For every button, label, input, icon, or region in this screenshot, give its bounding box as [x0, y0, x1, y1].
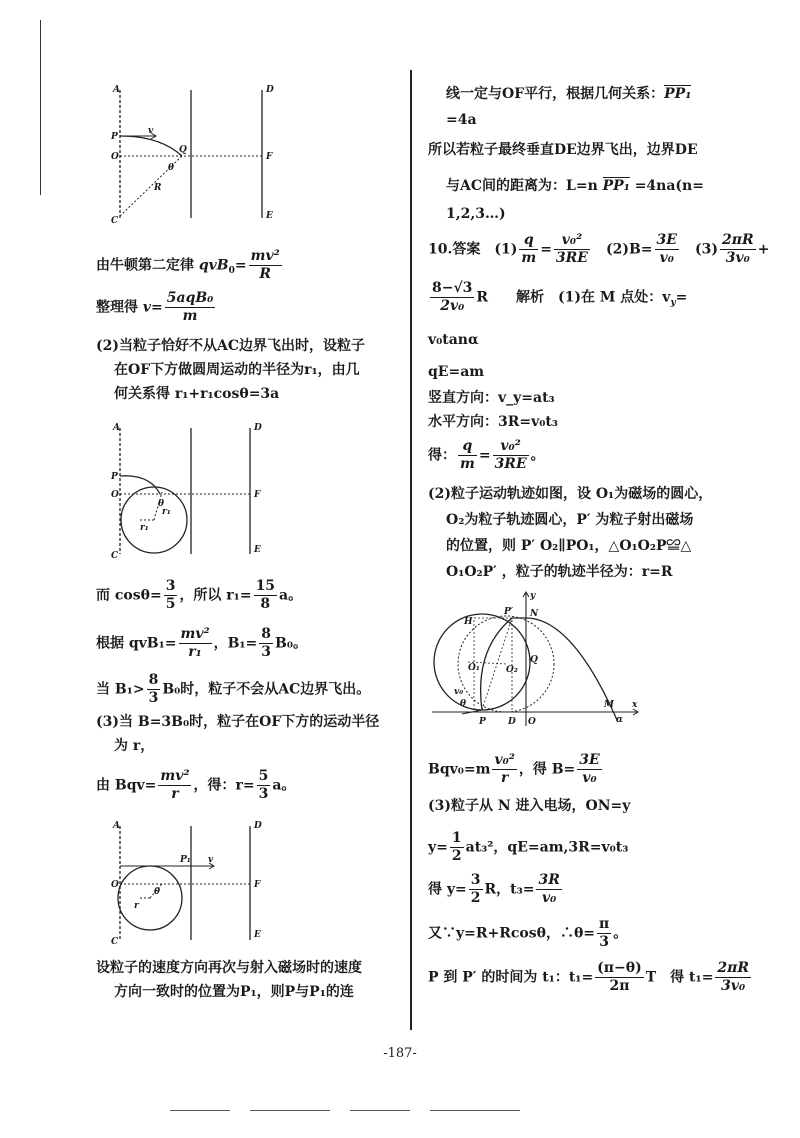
equation-t1: P 到 P′ 的时间为 t₁：t₁= $\frac{(\pi-\theta)}{2\pi}$ T 得 t₁= $\frac{2\pi R}{\text{3v₀}}$ — [428, 960, 749, 994]
text-line: 所以若粒子最终垂直DE边界飞出，边界DE — [428, 142, 698, 158]
fig4-label-d: D — [508, 717, 516, 727]
equation-speed: 整理得 v= $\frac{\text{5aqB₀}}{m}$ — [96, 290, 214, 324]
text-line: 为 r， — [114, 738, 155, 754]
fig3-label-d: D — [254, 821, 262, 831]
text-line: 竖直方向：v_y=at₃ — [428, 390, 555, 406]
fig4-label-p-prime: P′ — [504, 607, 514, 617]
text-line: (3)当 B=3B₀时，粒子在OF下方的运动半径 — [96, 714, 380, 730]
fig2-label-f: F — [254, 490, 261, 500]
margin-line — [40, 20, 41, 195]
answer-10: 10.答案 (1) $\frac{q}{m}$ = $\frac{\text{v₀²}}{3RE}$ (2)B= $\frac{3E}{\text{v₀}}$ (3) $\frac{2\pi R}{\text{3v₀}}$ + — [428, 232, 770, 266]
fig1-label-v: v — [148, 126, 154, 136]
text-line: 设粒子的速度方向再次与射入磁场时的速度 — [96, 960, 362, 976]
fig4-label-h: H — [464, 617, 473, 627]
text-line: O₁O₂P′ ，粒子的轨迹半径为：r=R — [446, 564, 673, 580]
text-line: =4a — [446, 112, 477, 128]
equation-condition: 当 B₁> $\frac{8}{3}$ B₀时，粒子不会从AC边界飞出。 — [96, 672, 371, 706]
fig1-label-f: F — [266, 152, 273, 162]
fig1-label-o: O — [111, 152, 119, 162]
fig4-label-o1: O₁ — [468, 663, 480, 673]
fig4-label-theta: θ — [460, 699, 467, 709]
fig3-label-e: E — [254, 930, 261, 940]
fig4-label-x: x — [632, 700, 638, 710]
fig3-label-theta: θ — [154, 887, 161, 897]
fig3-label-v: v — [208, 855, 214, 865]
text-line: 何关系得 r₁+r₁cosθ=3a — [114, 386, 280, 402]
text-line: 水平方向：3R=v₀t₃ — [428, 414, 558, 430]
fig3-label-r: r — [134, 901, 139, 911]
fig4-label-m: M — [604, 700, 614, 710]
equation-newton: 由牛顿第二定律 qvB$_0$= $\frac{\text{mv²}}{R}$ — [96, 248, 280, 282]
fig4-label-v0: v₀ — [454, 687, 464, 697]
fig4-label-q: Q — [530, 655, 538, 665]
figure-1-diagram — [96, 80, 286, 230]
fig3-label-a: A — [113, 821, 120, 831]
fig4-label-alpha: α — [616, 715, 623, 725]
text-line: (3)粒子从 N 进入电场，ON=y — [428, 798, 631, 814]
fig1-label-r: R — [154, 183, 162, 193]
column-divider — [410, 70, 412, 1030]
text-line: 线一定与OF平行，根据几何关系：PP₁ — [446, 86, 692, 102]
fig1-label-e: E — [266, 211, 273, 221]
text-line: qE=am — [428, 364, 485, 380]
figure-2-diagram — [96, 422, 286, 562]
fig2-label-theta: θ — [158, 499, 165, 509]
text-line: (2)粒子运动轨迹如图，设 O₁为磁场的圆心， — [428, 486, 713, 502]
fig4-label-y: y — [530, 591, 536, 601]
fig1-label-theta: θ — [168, 163, 175, 173]
fig4-label-o: O — [528, 717, 536, 727]
text-line: (2)当粒子恰好不从AC边界飞出时，设粒子 — [96, 338, 365, 354]
fig1-label-a: A — [113, 85, 120, 95]
equation-y-t3: 得 y= $\frac{3}{2}$ R，t₃= $\frac{3R}{\text{v₀}}$ — [428, 872, 560, 906]
fig2-label-a: A — [113, 423, 120, 433]
page-number: -187- — [383, 1046, 417, 1061]
fig2-label-o: O — [111, 490, 119, 500]
equation-theta: 又∵y=R+Rcosθ，∴θ= $\frac{\pi}{3}$ 。 — [428, 916, 628, 950]
fig1-label-q: Q — [179, 145, 187, 155]
footer-rule — [430, 1110, 520, 1111]
equation-y: y= $\frac{1}{2}$ at₃²，qE=am,3R=v₀t₃ — [428, 830, 629, 864]
text-line: O₂为粒子轨迹圆心，P′ 为粒子射出磁场 — [446, 512, 694, 528]
fig2-label-p: P — [111, 472, 118, 482]
equation-bqv0: Bqv₀=m $\frac{\text{v₀²}}{r}$ ，得 B= $\frac{3E}{\text{v₀}}$ — [428, 752, 600, 786]
fig2-label-c: C — [111, 551, 119, 561]
answer-10-continued: $\frac{8-√3}{\text{2v₀}}$ R 解析 (1)在 M 点处：$v_y=$ — [432, 280, 688, 314]
fig3-label-p1: P₁ — [180, 855, 191, 865]
text-line: 1,2,3…) — [446, 206, 506, 222]
fig2-label-e: E — [254, 545, 261, 555]
fig2-label-r1-second: r₁ — [140, 523, 149, 533]
fig1-label-d: D — [266, 85, 274, 95]
footer-rule — [350, 1110, 410, 1111]
text-line: 在OF下方做圆周运动的半径为r₁，由几 — [114, 362, 360, 378]
figure-3-diagram — [96, 821, 286, 947]
fig1-label-p: P — [111, 132, 118, 142]
fig4-label-p: P — [479, 717, 486, 727]
fig4-label-n: N — [530, 609, 539, 619]
equation-radius: 由 Bqv= $\frac{\text{mv²}}{r}$ ，得：r= $\frac{5}{3}$ a。 — [96, 768, 296, 802]
text-line: 的位置，则 P′ O₂∥PO₁，△O₁O₂P≌△ — [446, 538, 692, 554]
figure-4-trajectory — [432, 590, 642, 730]
fig1-label-c: C — [111, 216, 119, 226]
footer-rule — [250, 1110, 330, 1111]
fig3-label-f: F — [254, 880, 261, 890]
text-line: v₀tanα — [428, 332, 479, 348]
fig3-label-o: O — [111, 880, 119, 890]
fig2-label-d: D — [254, 423, 262, 433]
footer-rule — [170, 1110, 230, 1111]
text-line: 与AC间的距离为：L=n PP₁ =4na(n= — [446, 178, 704, 194]
text-line: 方向一致时的位置为P₁，则P与P₁的连 — [114, 984, 354, 1000]
equation-q-over-m: 得： $\frac{q}{m}$ = $\frac{\text{v₀²}}{3RE}$ 。 — [428, 438, 545, 472]
fig2-label-r1: r₁ — [162, 507, 171, 517]
fig4-label-o2: O₂ — [506, 665, 518, 675]
equation-cos: 而 cosθ= $\frac{3}{5}$ ，所以 r₁= $\frac{15}{8}$ a。 — [96, 578, 303, 612]
fig3-label-c: C — [111, 937, 119, 947]
equation-b1: 根据 qvB₁= $\frac{\text{mv²}}{\text{r₁}}$ ，B₁= $\frac{8}{3}$ B₀。 — [96, 626, 308, 660]
